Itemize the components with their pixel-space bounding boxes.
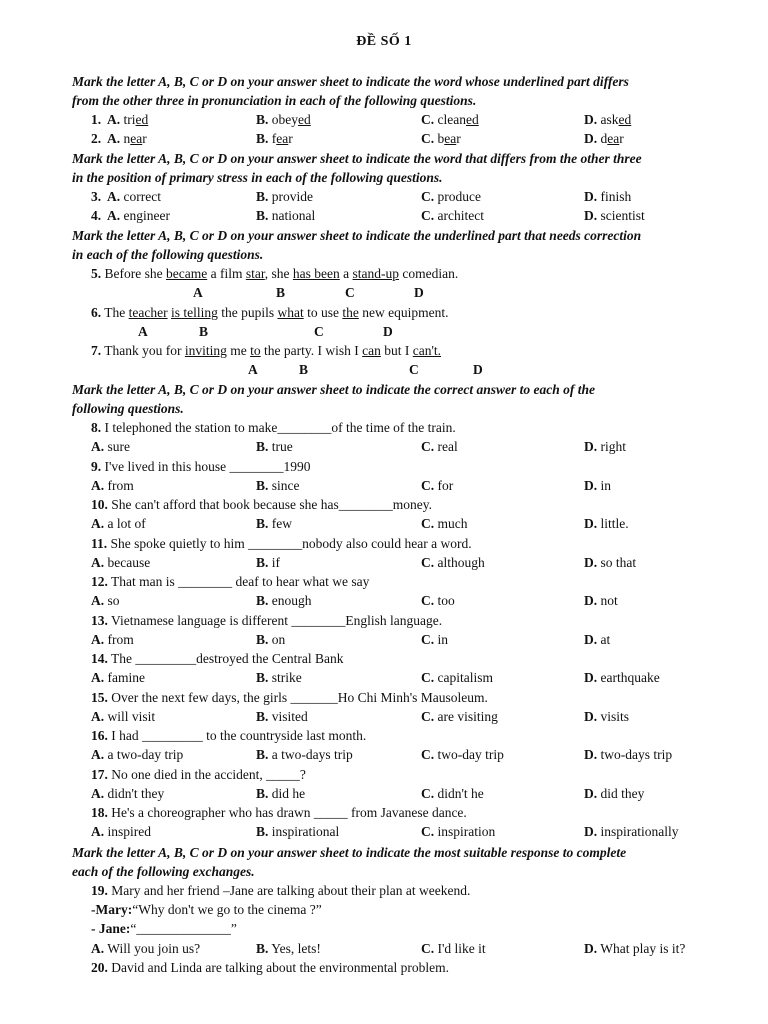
- marker-b: B: [299, 362, 309, 377]
- section-4-instruction-line-2: following questions.: [72, 401, 184, 416]
- option-c: C. produce: [421, 189, 481, 204]
- question-stem: Vietnamese language is different ________English language.: [111, 612, 443, 628]
- speaker-label: -Mary:: [91, 902, 133, 917]
- question-stem: She can't afford that book because she has________money.: [111, 497, 432, 512]
- question-10: [91, 497, 751, 513]
- question-number: 2.: [91, 131, 102, 146]
- question-number: 14.: [91, 651, 108, 666]
- question-19-jane-line: [91, 921, 751, 937]
- option-b: B. a two-days trip: [256, 747, 353, 762]
- marker-b: B: [276, 285, 286, 300]
- question-stem: I had _________ to the countryside last month.: [111, 728, 367, 743]
- option-c: C. cleaned: [421, 112, 479, 127]
- section-1-instruction-line-1: Mark the letter A, B, C or D on your answer sheet to indicate the word whose underlined part differs: [72, 74, 629, 89]
- option-b: B. visited: [256, 708, 308, 724]
- marker-c: C: [314, 324, 324, 339]
- question-14: [91, 651, 751, 667]
- marker-d: D: [414, 285, 424, 300]
- option-a: A. correct: [107, 189, 161, 204]
- option-c: C. didn't he: [421, 785, 484, 801]
- option-c: C. I'd like it: [421, 941, 486, 956]
- option-b: B. national: [256, 208, 316, 223]
- option-d: D. at: [584, 631, 611, 647]
- speaker-text: “______________”: [130, 921, 237, 936]
- option-c: C. inspiration: [421, 824, 496, 839]
- section-3-instruction-line-2: in each of the following questions.: [72, 247, 264, 262]
- question-number: 16.: [91, 728, 108, 743]
- question-stem: No one died in the accident, _____?: [111, 766, 306, 782]
- speaker-label: - Jane:: [91, 921, 131, 936]
- marker-a: A: [138, 324, 148, 339]
- option-c: C. for: [421, 477, 454, 493]
- section-4-instruction-line-1: Mark the letter A, B, C or D on your answer sheet to indicate the correct answer to each of the: [72, 382, 596, 397]
- question-number: 9.: [91, 458, 102, 474]
- option-d: D. inspirationally: [584, 824, 679, 839]
- question-stem: Mary and her friend –Jane are talking about their plan at weekend.: [111, 883, 471, 898]
- option-b: B. Yes, lets!: [256, 941, 321, 956]
- question-18: [91, 805, 751, 821]
- option-d: D. dear: [584, 131, 624, 146]
- question-7: 7. Thank you for inviting me to the party. I wish I can but I can't.: [91, 343, 442, 358]
- option-d: D. so that: [584, 554, 637, 570]
- question-number: 13.: [91, 612, 108, 628]
- question-number: 12.: [91, 574, 108, 589]
- question-2: [91, 131, 751, 147]
- marker-b: B: [199, 324, 209, 339]
- option-a: A. inspired: [91, 824, 151, 839]
- question-stem: Over the next few days, the girls _______Ho Chi Minh's Mausoleum.: [111, 689, 488, 705]
- option-b: B. did he: [256, 785, 306, 801]
- option-c: C. in: [421, 631, 449, 647]
- question-number: 19.: [91, 883, 108, 898]
- question-number: 10.: [91, 497, 108, 512]
- option-c: C. real: [421, 439, 458, 454]
- question-1: [91, 112, 751, 128]
- option-a: A. near: [107, 131, 147, 146]
- option-b: B. true: [256, 439, 293, 454]
- question-stem: I telephoned the station to make________of the time of the train.: [104, 420, 456, 435]
- marker-a: A: [193, 285, 203, 300]
- option-b: B. since: [256, 477, 300, 493]
- option-b: B. obeyed: [256, 112, 311, 127]
- option-b: B. inspirational: [256, 824, 340, 839]
- question-6: 6. The teacher is telling the pupils what to use the new equipment.: [91, 305, 449, 320]
- question-4: [91, 208, 751, 224]
- question-9: [91, 459, 751, 475]
- question-17: [91, 767, 751, 783]
- question-19-mary-line: [91, 902, 751, 918]
- option-a: A. a two-day trip: [91, 747, 184, 762]
- question-number: 7.: [91, 343, 102, 358]
- marker-a: A: [248, 362, 258, 377]
- question-stem: I've lived in this house ________1990: [104, 458, 311, 474]
- section-5-instruction-line-2: each of the following exchanges.: [72, 864, 255, 879]
- marker-c: C: [345, 285, 355, 300]
- question-13: [91, 613, 751, 629]
- option-d: D. scientist: [584, 208, 645, 223]
- option-c: C. although: [421, 554, 485, 570]
- option-d: D. What play is it?: [584, 941, 686, 956]
- question-number: 6.: [91, 305, 102, 320]
- marker-d: D: [473, 362, 483, 377]
- question-stem: He's a choreographer who has drawn _____ from Javanese dance.: [111, 805, 467, 820]
- question-number: 1.: [91, 112, 102, 127]
- question-12: [91, 574, 751, 590]
- option-b: B. on: [256, 631, 286, 647]
- question-stem: The _________destroyed the Central Bank: [111, 651, 344, 666]
- question-number: 8.: [91, 420, 102, 435]
- option-d: D. finish: [584, 189, 632, 204]
- question-stem: She spoke quietly to him ________nobody also could hear a word.: [110, 535, 472, 551]
- question-15: [91, 690, 751, 706]
- option-a: A. because: [91, 554, 151, 570]
- option-b: B. strike: [256, 670, 302, 685]
- option-d: D. little.: [584, 516, 629, 531]
- speaker-text: “Why don't we go to the cinema ?”: [132, 902, 322, 917]
- option-a: A. a lot of: [91, 516, 146, 531]
- option-d: D. visits: [584, 708, 630, 724]
- option-d: D. asked: [584, 112, 632, 127]
- option-d: D. two-days trip: [584, 747, 673, 762]
- question-16: [91, 728, 751, 744]
- question-number: 15.: [91, 689, 108, 705]
- option-a: A. famine: [91, 670, 145, 685]
- question-number: 11.: [91, 535, 108, 551]
- option-c: C. capitalism: [421, 670, 493, 685]
- question-number: 17.: [91, 766, 108, 782]
- question-number: 4.: [91, 208, 102, 223]
- question-number: 5.: [91, 266, 102, 281]
- option-b: B. fear: [256, 131, 293, 146]
- option-c: C. too: [421, 593, 455, 608]
- option-b: B. if: [256, 554, 281, 570]
- section-2-instruction-line-2: in the position of primary stress in each of the following questions.: [72, 170, 443, 185]
- question-stem: David and Linda are talking about the environmental problem.: [111, 960, 450, 975]
- option-a: A. so: [91, 593, 120, 608]
- option-a: A. from: [91, 631, 134, 647]
- option-a: A. sure: [91, 439, 130, 454]
- option-d: D. not: [584, 593, 618, 608]
- option-d: D. in: [584, 477, 612, 493]
- question-number: 3.: [91, 189, 102, 204]
- question-8: [91, 420, 751, 436]
- marker-c: C: [409, 362, 419, 377]
- question-5: 5. Before she became a film star, she has been a stand-up comedian.: [91, 266, 459, 281]
- option-a: A. Will you join us?: [91, 941, 201, 956]
- option-c: C. much: [421, 516, 468, 531]
- option-a: A. engineer: [107, 208, 170, 223]
- option-c: C. architect: [421, 208, 484, 223]
- question-number: 18.: [91, 805, 108, 820]
- section-3-instruction-line-1: Mark the letter A, B, C or D on your answer sheet to indicate the underlined part that needs correction: [72, 228, 642, 243]
- option-b: B. enough: [256, 593, 312, 608]
- option-a: A. tried: [107, 112, 149, 127]
- option-a: A. from: [91, 477, 134, 493]
- section-5-instruction-line-1: Mark the letter A, B, C or D on your answer sheet to indicate the most suitable response to complete: [72, 845, 627, 860]
- option-a: A. didn't they: [91, 785, 165, 801]
- question-19: [91, 883, 751, 899]
- option-c: C. are visiting: [421, 708, 498, 724]
- page-title: ĐỀ SỐ 1: [356, 34, 412, 49]
- option-b: B. provide: [256, 189, 314, 204]
- option-c: C. two-day trip: [421, 747, 504, 762]
- option-d: D. right: [584, 439, 626, 454]
- question-stem: That man is ________ deaf to hear what we say: [111, 574, 370, 589]
- question-3: [91, 189, 751, 205]
- marker-d: D: [383, 324, 393, 339]
- question-20: [91, 960, 751, 976]
- option-d: D. earthquake: [584, 670, 660, 685]
- option-b: B. few: [256, 516, 293, 531]
- option-d: D. did they: [584, 785, 645, 801]
- option-a: A. will visit: [91, 708, 156, 724]
- option-c: C. bear: [421, 131, 461, 146]
- question-11: [91, 536, 751, 552]
- question-number: 20.: [91, 960, 108, 975]
- section-2-instruction-line-1: Mark the letter A, B, C or D on your answer sheet to indicate the word that differs from the other three: [72, 151, 642, 166]
- section-1-instruction-line-2: from the other three in pronunciation in each of the following questions.: [72, 93, 477, 108]
